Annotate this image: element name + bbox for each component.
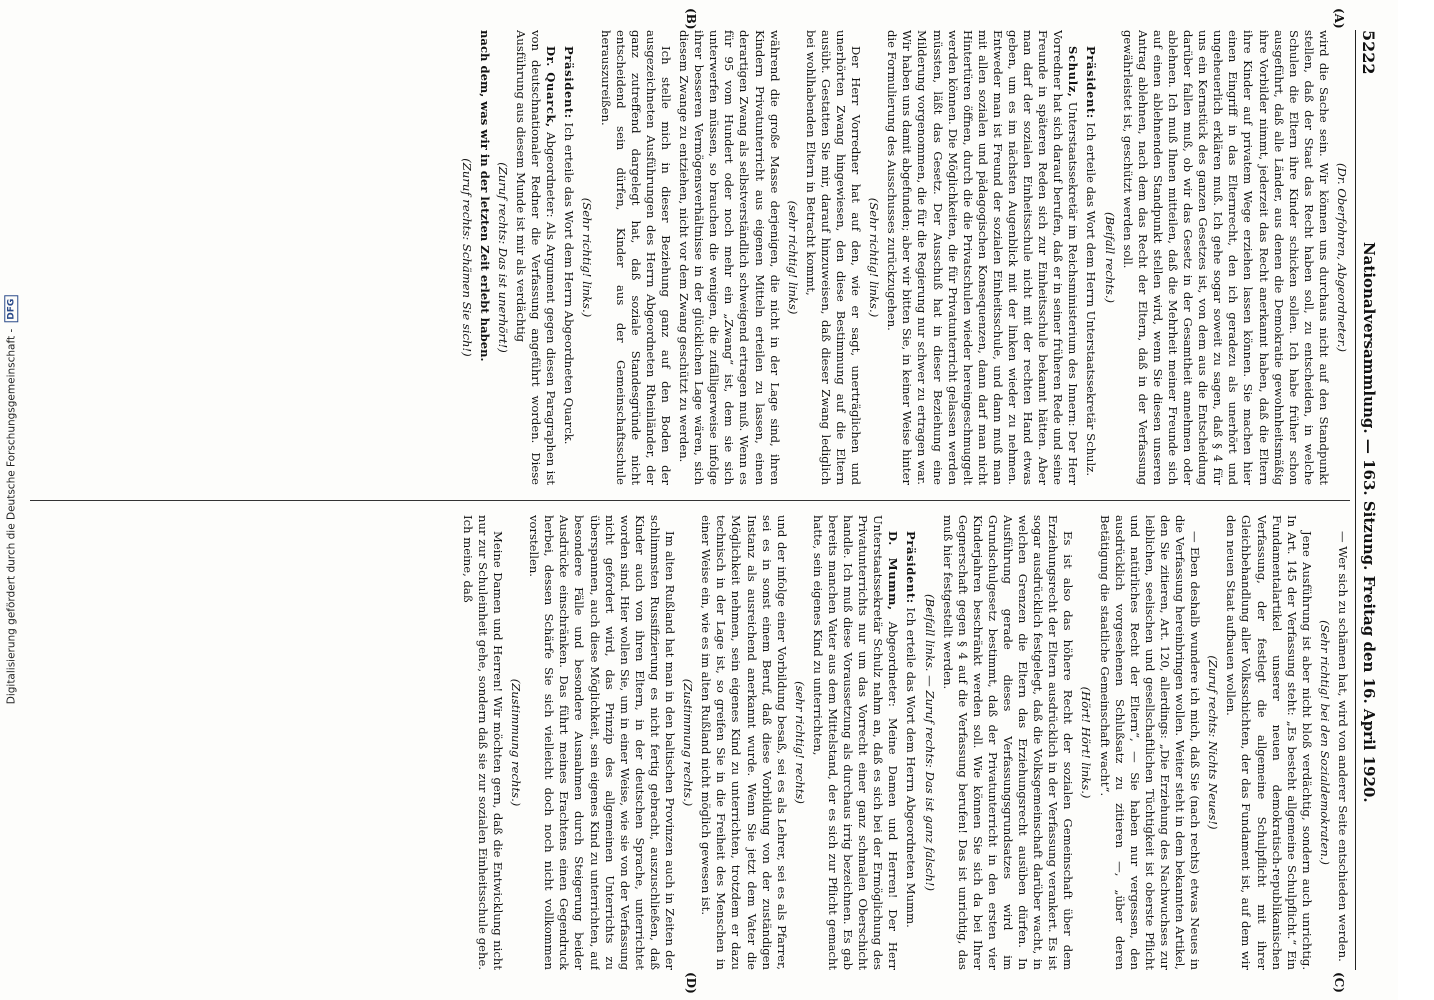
margin-mark-d: (D) (684, 972, 698, 994)
speaker-name: Präsident: (1084, 46, 1099, 119)
page-number: 5222 (1359, 30, 1379, 75)
paragraph: und der infolge einer Vorbildung besaß, sei es als Lehrer, sei es als Pfarrer, sei es in sonst einem Beruf, daß diese Vorbildung von der zuständigen Instanz als ausreichend anerkannt wurde. Wenn Sie jetzt dem Vater die Möglichkeit nehmen, sein eigenes Kind zu unterrichten, trotzdem er dazu technisch in der Lage ist, so greifen Sie in die Freiheit des Menschen in einer Weise ein, wie es im alten Rußland nicht möglich gewesen ist. (699, 515, 789, 970)
interjection: (Zuruf rechts: Nichts Neues!) (1206, 655, 1221, 830)
paragraph: Ich erteile das Wort dem Herrn Abgeordneten Quarck. (562, 122, 577, 445)
speaker-name: Dr. Quarck, (544, 46, 559, 128)
page-header (1355, 30, 1382, 970)
paragraph: nach dem, was wir in der letzten Zeit erlebt haben. (477, 30, 492, 362)
interjection: (sehr richtig! links) (785, 200, 800, 315)
interjection: (Hört! Hört! links.) (1079, 686, 1094, 799)
paragraph: Ich stelle mich in dieser Beziehung ganz auf den Boden der ausgezeichneten Ausführungen des Herrn Abgeordneten Rheinländer, der ganz zutreffend dargelegt hat, daß soziale Standesgründe nicht entscheidend sein dürfen, Kinder aus der Gemeinschaftsschule herauszureißen. (598, 30, 673, 485)
left-column (30, 30, 1350, 485)
paragraph: Es ist also das höhere Recht der sozialen Gemeinschaft über dem Erziehungsrecht der Eltern ausdrücklich in der Verfassung verankert. Es ist sogar ausdrücklich festgelegt, daß die Volksgemeinschaft darüber wacht, in welchen Grenzen die Eltern das Erziehungsrecht ausüben dürfen. In Ausführung gerade dieses Verfassungsgrundsatzes wird im Grundschulgesetz bestimmt, daß der Privatunterricht in den ersten vier Kinderjahren beschränkt werden soll. Wie können Sie sich da bei Ihrer Gegnerschaft gegen § 4 auf die Verfassung berufen! Das ist unrichtig, das muß hier festgestellt werden. (940, 515, 1076, 970)
digitization-credit (0, 0, 22, 1000)
interjection: (Zuruf rechts: Das ist unerhört!) (496, 162, 511, 353)
paragraph: Im alten Rußland hat man in den baltischen Provinzen auch in Zeiten der schlimmsten Russifizierung es nicht fertig gebracht, auszuschließen, daß Kinder auch von ihren Eltern, in der deutschen Sprache, unterrichtet worden sind. Hier wollen Sie, um in einer Weise, wie sie von der Verfassung nicht gefordert wird, das Prinzip des allgemeinen Unterrichts zu überspannen, auch diese Möglichkeit, sein eigenes Kind zu unterrichten, auf besondere Fälle und besondere Ausnahmen durch Steigerung beider Ausdrücke einschränken. Das führt meines Erachtens einen Gegendruck herbei, dessen Schärfe Sie sich vielleicht doch noch nicht vollkommen vorstellen. (527, 515, 678, 970)
paragraph: — Wer sich zu schämen hat, wird von anderer Seite entschieden werden. (1336, 531, 1350, 962)
speaker-name: Präsident: (904, 531, 919, 604)
interjection: (Beifall rechts.) (1102, 211, 1117, 304)
dfg-logo: DFG (4, 296, 18, 323)
speaker-continuation: (Dr. Oberfohren, Abgeordneter.) (1335, 162, 1349, 353)
paragraph: Meine Damen und Herren! Wir möchten gern, daß die Entwicklung nicht nur zur Schuleinheit gehe, sondern daß sie zur sozialen Einheitsschule gehe. Ich meine, daß (460, 515, 506, 970)
column-divider (30, 500, 1350, 501)
paragraph: Abgeordneter: Meine Damen und Herren! Der Herr Unterstaatssekretär Schulz nahm an, daß es sich bei der Ermöglichung des Privatunterrichts nur um das Vorrecht einer ganz schmalen Oberschicht handle. Ich muß diese Voraussetzung als durchaus irrig bezeichnen. Es gab bereits manchen Vater aus dem Mittelstand, der es sich zur Pflicht gemacht hatte, sein eigenes Kind zu unterrichten, (810, 515, 901, 970)
paragraph: Ich erteile das Wort dem Herrn Abgeordneten Mumm. (904, 607, 919, 928)
paragraph: wird die Sache sein. Wir können uns durchaus nicht auf den Standpunkt stellen, daß der Staat das Recht haben soll, zu entscheiden, in welche Schulen die Eltern ihre Kinder schicken sollen. Ich habe früher schon ausgeführt, daß alle Länder, aus denen die Demokratie gewohnheitsmäßig ihre Vorbilder nimmt, jederzeit das Recht anerkannt haben, daß die Eltern ihre Kinder auf privatem Wege erziehen lassen können. Sie machen hier einen Eingriff in das Elternrecht, den ich geradezu als unerhört und ungeheuerlich erklären muß. Ich gehe sogar soweit zu sagen, daß § 4 für uns ein Kernstück des ganzen Gesetzes ist, von dem aus die Entscheidung darüber fallen muß, ob wir das Gesetz in der Gesamtheit annehmen oder ablehnen. Ich muß Ihnen mitteilen, daß die Mehrheit meiner Freunde sich auf einen ablehnenden Standpunkt stellen wird, wenn Sie diesen unseren Antrag ablehnen, nach dem das Recht der Eltern, daß in der Verfassung gewährleistet ist, geschützt werden soll. (1120, 30, 1331, 485)
paragraph: — Eben deshalb wundere ich mich, daß Sie (nach rechts) etwas Neues in die Verfassung hereinbringen wollen. Weiter steht in dem bekannten Artikel, den Sie zitieren, Art. 120, allerdings: „Die Erziehung des Nachwuchses zur leiblichen, seelischen und gesellschaftlichen Tüchtigkeit ist oberste Pflicht und natürliches Recht der Eltern“, — Sie haben nur vergessen, den ausdrücklich vorgesehenen Schlußsatz zu zitieren —, „über deren Betätigung die staatliche Gemeinschaft wacht“. (1097, 515, 1203, 970)
margin-mark-b: (B) (684, 8, 698, 30)
interjection: (Zuruf rechts: Schämen Sie sich!) (459, 158, 474, 357)
paragraph: während die große Masse derjenigen, die nicht in der Lage sind, ihren Kindern Privatunterricht aus eigenen Mitteln erteilen zu lassen, einen derartigen Zwang als selbstverständlich schweigend ertragen muß. Wenn es für 95 vom Hundert oder noch mehr ein „Zwang“ ist, dem sie sich unterwerfen müssen, so brauchen die wenigen, die zufälligerweise infolge ihrer besseren Vermögensverhältnisse in der glücklichen Lage wären, sich diesem Zwange zu entziehen, nicht vor dem Zwang geschützt zu werden. (677, 30, 782, 485)
interjection: (Zustimmung rechts.) (681, 678, 696, 807)
paragraph: Abgeordneter: Als Argument gegen diesen Paragraphen ist von deutschnationaler Redner die Verfassung angeführt worden. Diese Ausführung aus diesem Munde ist mir als verdächtig (514, 30, 559, 485)
right-column (30, 515, 1350, 970)
credit-text: Digitalisierung gefördert durch die Deutsche Forschungsgemeinschaft - (5, 328, 17, 705)
margin-mark-a: (A) (1332, 8, 1346, 29)
interjection: (Sehr richtig! links.) (580, 197, 595, 318)
margin-mark-c: (C) (1332, 972, 1346, 993)
paragraph: Jene Ausführung ist aber nicht bloß verdächtig, sondern auch unrichtig. In Art. 145 der Verfassung steht: „Es besteht allgemeine Schulpflicht.“ Ein Fundamentalartikel unserer neuen demokratisch-republikanischen Verfassung, der festlegt die allgemeine Schulpflicht mit ihrer Gleichbehandlung aller Volksschichten, der das Fundament ist, auf dem wir den neuen Staat aufbauen wollen. (1224, 515, 1314, 970)
interjection: (Zustimmung rechts.) (509, 678, 524, 807)
interjection: (Sehr richtig! bei den Sozialdemokraten.) (1317, 620, 1332, 865)
speaker-name: D. Mumm, (886, 531, 901, 611)
speaker-name: Schulz, (1066, 46, 1081, 98)
interjection: (Sehr richtig! links.) (867, 197, 882, 318)
interjection: (sehr richtig! rechts) (792, 681, 807, 804)
speaker-name: Präsident: (562, 46, 577, 119)
paragraph: Unterstaatssekretär im Reichsministerium des Innern: Der Herr Vorredner hat sich darauf berufen, daß er in seiner früheren Rede und seine Freunde in späteren Reden sich zur Einheitsschule bekannt hätten. Aber man darf der sozialen Einheitsschule nicht mit der rechten Hand etwas geben, um es im nächsten Augenblick mit der linken wieder zu nehmen. Entweder man ist Freund der sozialen Einheitsschule, und dann muß man mit allen sozialen und pädagogischen Konsequenzen, dann darf man nicht Hintertüren öffnen, durch die die Privatschulen wieder hereingeschmuggelt werden können. Die Möglichkeiten, die für Privatunterricht gelassen werden müssten, läßt das Gesetz. Der Ausschuß hat in dieser Beziehung eine Milderung vorgenommen, die für die Regierung nur schwer zu ertragen war. Wir haben uns damit abgefunden; aber wir bitten Sie, in keiner Weise hinter die Formulierung des Ausschusses zurückzugehen. (885, 30, 1081, 485)
paragraph: Der Herr Vorredner hat auf den, wie er sagt, unerträglichen und unerhörten Zwang hingewiesen, den diese Bestimmung auf die Eltern ausübt. Gestatten Sie mir, darauf hinzuweisen, daß dieser Zwang lediglich bei wohlhabenden Eltern in Betracht kommt, (803, 30, 864, 485)
paragraph: Ich erteile das Wort dem Herrn Unterstaatssekretär Schulz. (1084, 122, 1099, 477)
page-title: Nationalversammlung. — 163. Sitzung. Freitag den 16. April 1920. (1360, 241, 1378, 803)
interjection: (Beifall links. — Zuruf rechts: Das ist ganz falsch!) (922, 594, 937, 891)
